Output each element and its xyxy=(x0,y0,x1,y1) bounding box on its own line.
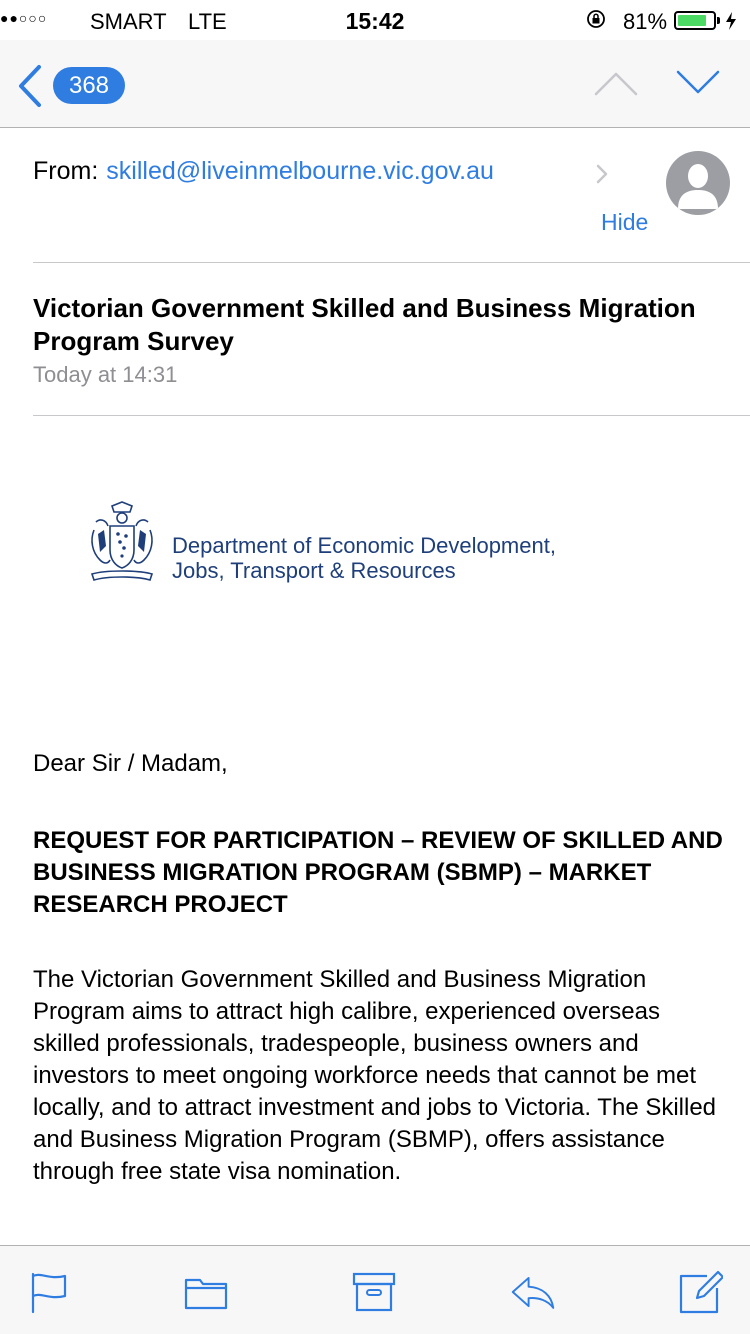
signal-strength-indicator: ●●○○○ xyxy=(0,10,48,26)
body-paragraph: The Victorian Government Skilled and Business Migration Program aims to attract high calibre, experienced overseas skilled professionals, tradespeople, business owners and investors to meet ongoing workforce needs that cannot be met locally, and to attract investment and jobs to Victoria. The Skilled and Business Migration Program (SBMP), offers assistance through free state visa nomination. xyxy=(33,966,717,1185)
from-label: From: xyxy=(33,157,99,185)
message-subject: Victorian Government Skilled and Business Migration Program Survey xyxy=(33,293,696,356)
network-type: LTE xyxy=(188,9,227,34)
compose-icon[interactable] xyxy=(679,1270,723,1314)
charging-bolt-icon xyxy=(724,11,738,31)
bottom-toolbar xyxy=(0,1245,750,1334)
message-date: Today at 14:31 xyxy=(33,362,178,387)
folder-icon[interactable] xyxy=(184,1270,228,1314)
header-divider xyxy=(33,262,750,263)
battery-level-fill xyxy=(678,15,706,26)
request-heading: REQUEST FOR PARTICIPATION – REVIEW OF SKILLED AND BUSINESS MIGRATION PROGRAM (SBMP) – MARKET RESEARCH PROJECT xyxy=(33,827,723,918)
next-message-arrow-icon[interactable] xyxy=(676,70,720,96)
archive-icon[interactable] xyxy=(352,1270,396,1314)
reply-icon[interactable] xyxy=(511,1270,555,1314)
status-bar xyxy=(0,0,750,40)
email-greeting: Dear Sir / Madam, xyxy=(33,750,228,777)
hide-details-link[interactable]: Hide xyxy=(601,209,649,235)
department-name-logo-text xyxy=(172,533,556,583)
department-name-line-1: Department of Economic Development, xyxy=(172,533,556,558)
battery-percentage: 81% xyxy=(623,9,668,34)
chevron-right-icon[interactable] xyxy=(595,163,609,185)
sender-avatar[interactable] xyxy=(666,151,730,215)
flag-icon[interactable] xyxy=(27,1270,71,1314)
battery-icon xyxy=(674,11,716,30)
subject-divider xyxy=(33,415,750,416)
navigation-bar xyxy=(0,40,750,128)
person-silhouette-icon xyxy=(666,151,730,215)
back-chevron-icon[interactable] xyxy=(14,64,44,108)
orientation-lock-icon xyxy=(586,9,606,29)
sender-email-link[interactable]: skilled@liveinmelbourne.vic.gov.au xyxy=(106,157,494,185)
status-time: 15:42 xyxy=(345,8,405,34)
inbox-unread-count-badge[interactable]: 368 xyxy=(53,67,125,104)
carrier-name: SMART xyxy=(90,9,167,34)
victoria-coat-of-arms-logo xyxy=(86,500,158,584)
from-row xyxy=(33,157,494,186)
battery-tip xyxy=(717,17,720,24)
department-name-line-2: Jobs, Transport & Resources xyxy=(172,558,456,583)
previous-message-arrow-icon[interactable] xyxy=(594,70,638,96)
